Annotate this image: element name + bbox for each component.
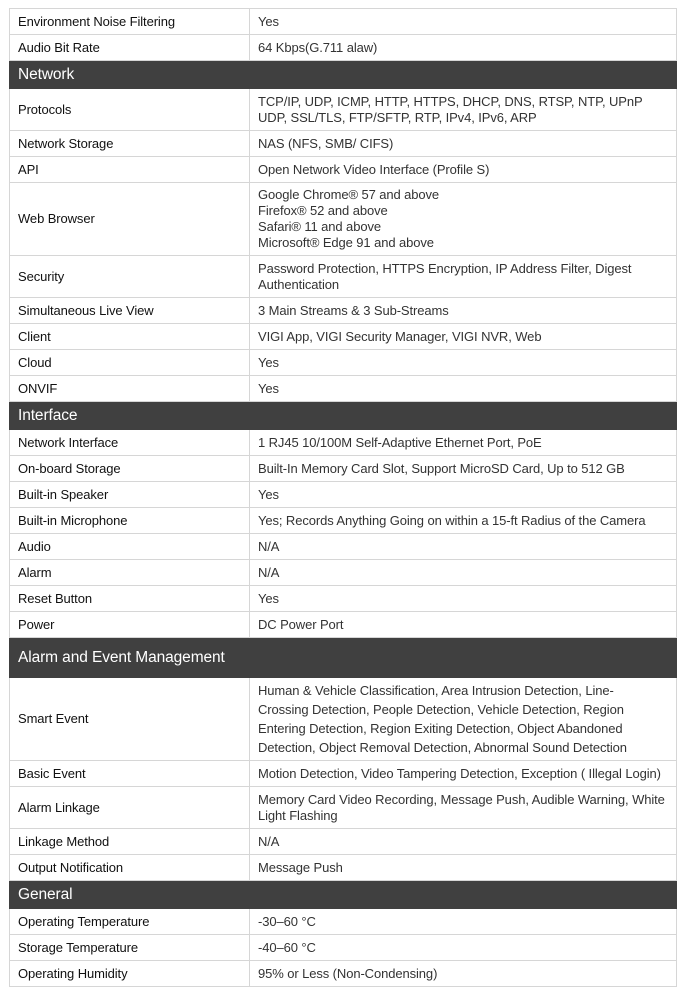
spec-value-line: 3 Main Streams & 3 Sub-Streams	[258, 302, 449, 318]
spec-label: Built-in Speaker	[10, 482, 250, 508]
spec-value-line: Firefox® 52 and above	[258, 203, 388, 218]
spec-label: Built-in Microphone	[10, 508, 250, 534]
spec-label: Output Notification	[10, 855, 250, 881]
spec-value-line: Memory Card Video Recording, Message Push, Audible Warning, White	[258, 791, 665, 807]
spec-value-line: Authentication	[258, 276, 339, 292]
spec-label: Smart Event	[10, 678, 250, 761]
spec-value-line: Google Chrome® 57 and above	[258, 187, 440, 202]
spec-value	[250, 761, 677, 787]
spec-value-line: Light Flashing	[258, 807, 338, 823]
spec-value	[250, 256, 677, 298]
spec-value	[250, 456, 677, 482]
spec-value	[250, 324, 677, 350]
spec-value-line: TCP/IP, UDP, ICMP, HTTP, HTTPS, DHCP, DNS, RTSP, NTP, UPnP	[258, 93, 643, 109]
spec-row-storage-temperature	[10, 935, 677, 961]
spec-row-smart-event	[10, 678, 677, 761]
spec-value	[250, 961, 677, 987]
spec-label: Network Interface	[10, 430, 250, 456]
spec-value-line: -30–60 °C	[258, 913, 316, 929]
spec-row-audio-bit-rate	[10, 35, 677, 61]
spec-label: Alarm Linkage	[10, 787, 250, 829]
spec-value	[250, 183, 677, 256]
spec-value	[250, 376, 677, 402]
spec-value-line: VIGI App, VIGI Security Manager, VIGI NVR, Web	[258, 328, 542, 344]
spec-row-operating-temperature	[10, 909, 677, 935]
section-header-interface	[10, 402, 677, 430]
spec-value	[250, 829, 677, 855]
spec-value	[250, 350, 677, 376]
spec-label: API	[10, 157, 250, 183]
spec-value	[250, 89, 677, 131]
section-title: Interface	[10, 402, 677, 430]
spec-label: Security	[10, 256, 250, 298]
spec-row-audio	[10, 534, 677, 560]
spec-value	[250, 678, 677, 761]
spec-value-line: Yes; Records Anything Going on within a 15-ft Radius of the Camera	[258, 512, 646, 528]
spec-row-linkage-method	[10, 829, 677, 855]
spec-row-client	[10, 324, 677, 350]
spec-value-line: DC Power Port	[258, 616, 344, 632]
section-title: Alarm and Event Management	[10, 638, 677, 678]
spec-row-built-in-microphone	[10, 508, 677, 534]
spec-value-line: 1 RJ45 10/100M Self-Adaptive Ethernet Port, PoE	[258, 434, 542, 450]
spec-label: Audio	[10, 534, 250, 560]
spec-label: Storage Temperature	[10, 935, 250, 961]
spec-value	[250, 157, 677, 183]
spec-value	[250, 131, 677, 157]
section-header-general	[10, 881, 677, 909]
spec-label: On-board Storage	[10, 456, 250, 482]
spec-value-line: Built-In Memory Card Slot, Support MicroSD Card, Up to 512 GB	[258, 460, 625, 476]
spec-value	[250, 909, 677, 935]
spec-label: Client	[10, 324, 250, 350]
spec-table	[9, 8, 677, 987]
spec-value-line: Entering Detection, Region Exiting Detection, Object Abandoned	[258, 721, 623, 736]
spec-value	[250, 35, 677, 61]
spec-label: Operating Humidity	[10, 961, 250, 987]
spec-value-line: Safari® 11 and above	[258, 219, 381, 234]
spec-row-operating-humidity	[10, 961, 677, 987]
spec-label: Web Browser	[10, 183, 250, 256]
spec-value-line: Yes	[258, 380, 279, 396]
spec-row-built-in-speaker	[10, 482, 677, 508]
spec-value	[250, 482, 677, 508]
spec-label: Alarm	[10, 560, 250, 586]
section-header-network	[10, 61, 677, 89]
spec-label: Environment Noise Filtering	[10, 9, 250, 35]
spec-value	[250, 534, 677, 560]
spec-value	[250, 935, 677, 961]
spec-label: Linkage Method	[10, 829, 250, 855]
spec-value-line: Yes	[258, 590, 279, 606]
section-header-alarm-and-event-management	[10, 638, 677, 678]
spec-value-line: Detection, Object Removal Detection, Abnormal Sound Detection	[258, 740, 627, 755]
spec-value-line: Yes	[258, 486, 279, 502]
spec-row-network-storage	[10, 131, 677, 157]
spec-value	[250, 508, 677, 534]
spec-value-line: 95% or Less (Non-Condensing)	[258, 965, 438, 981]
spec-row-simultaneous-live-view	[10, 298, 677, 324]
spec-row-basic-event	[10, 761, 677, 787]
spec-label: Simultaneous Live View	[10, 298, 250, 324]
spec-value	[250, 612, 677, 638]
spec-table-body	[10, 9, 677, 987]
spec-label: Operating Temperature	[10, 909, 250, 935]
spec-row-security	[10, 256, 677, 298]
spec-row-alarm-linkage	[10, 787, 677, 829]
spec-label: Reset Button	[10, 586, 250, 612]
spec-value-line: Yes	[258, 13, 279, 29]
spec-row-alarm	[10, 560, 677, 586]
spec-value	[250, 586, 677, 612]
spec-label: Audio Bit Rate	[10, 35, 250, 61]
spec-value	[250, 787, 677, 829]
spec-row-environment-noise-filtering	[10, 9, 677, 35]
spec-label: Cloud	[10, 350, 250, 376]
spec-label: Protocols	[10, 89, 250, 131]
spec-row-api	[10, 157, 677, 183]
spec-value-line: UDP, SSL/TLS, FTP/SFTP, RTP, IPv4, IPv6, ARP	[258, 109, 537, 125]
spec-value-line: Message Push	[258, 859, 343, 875]
section-title: General	[10, 881, 677, 909]
spec-row-reset-button	[10, 586, 677, 612]
spec-value-line: N/A	[258, 538, 280, 554]
spec-value	[250, 9, 677, 35]
spec-row-power	[10, 612, 677, 638]
spec-row-protocols	[10, 89, 677, 131]
spec-row-network-interface	[10, 430, 677, 456]
section-title: Network	[10, 61, 677, 89]
spec-value-line: Motion Detection, Video Tampering Detection, Exception ( Illegal Login)	[258, 765, 661, 781]
spec-label: ONVIF	[10, 376, 250, 402]
spec-value-line: N/A	[258, 833, 280, 849]
spec-value	[250, 298, 677, 324]
spec-value	[250, 430, 677, 456]
spec-label: Power	[10, 612, 250, 638]
spec-row-on-board-storage	[10, 456, 677, 482]
spec-value-line: NAS (NFS, SMB/ CIFS)	[258, 135, 394, 151]
spec-value	[250, 855, 677, 881]
spec-value-line: Human & Vehicle Classification, Area Intrusion Detection, Line-	[258, 683, 614, 698]
spec-row-web-browser	[10, 183, 677, 256]
spec-value-line: 64 Kbps(G.711 alaw)	[258, 39, 378, 55]
spec-value-line: N/A	[258, 564, 280, 580]
spec-value	[250, 560, 677, 586]
spec-row-onvif	[10, 376, 677, 402]
spec-label: Network Storage	[10, 131, 250, 157]
spec-row-output-notification	[10, 855, 677, 881]
spec-row-cloud	[10, 350, 677, 376]
spec-label: Basic Event	[10, 761, 250, 787]
spec-value-line: -40–60 °C	[258, 939, 316, 955]
spec-value-line: Crossing Detection, People Detection, Vehicle Detection, Region	[258, 702, 624, 717]
spec-value-line: Yes	[258, 354, 279, 370]
spec-value-line: Password Protection, HTTPS Encryption, IP Address Filter, Digest	[258, 260, 632, 276]
spec-value-line: Open Network Video Interface (Profile S)	[258, 161, 490, 177]
spec-value-line: Microsoft® Edge 91 and above	[258, 235, 434, 250]
